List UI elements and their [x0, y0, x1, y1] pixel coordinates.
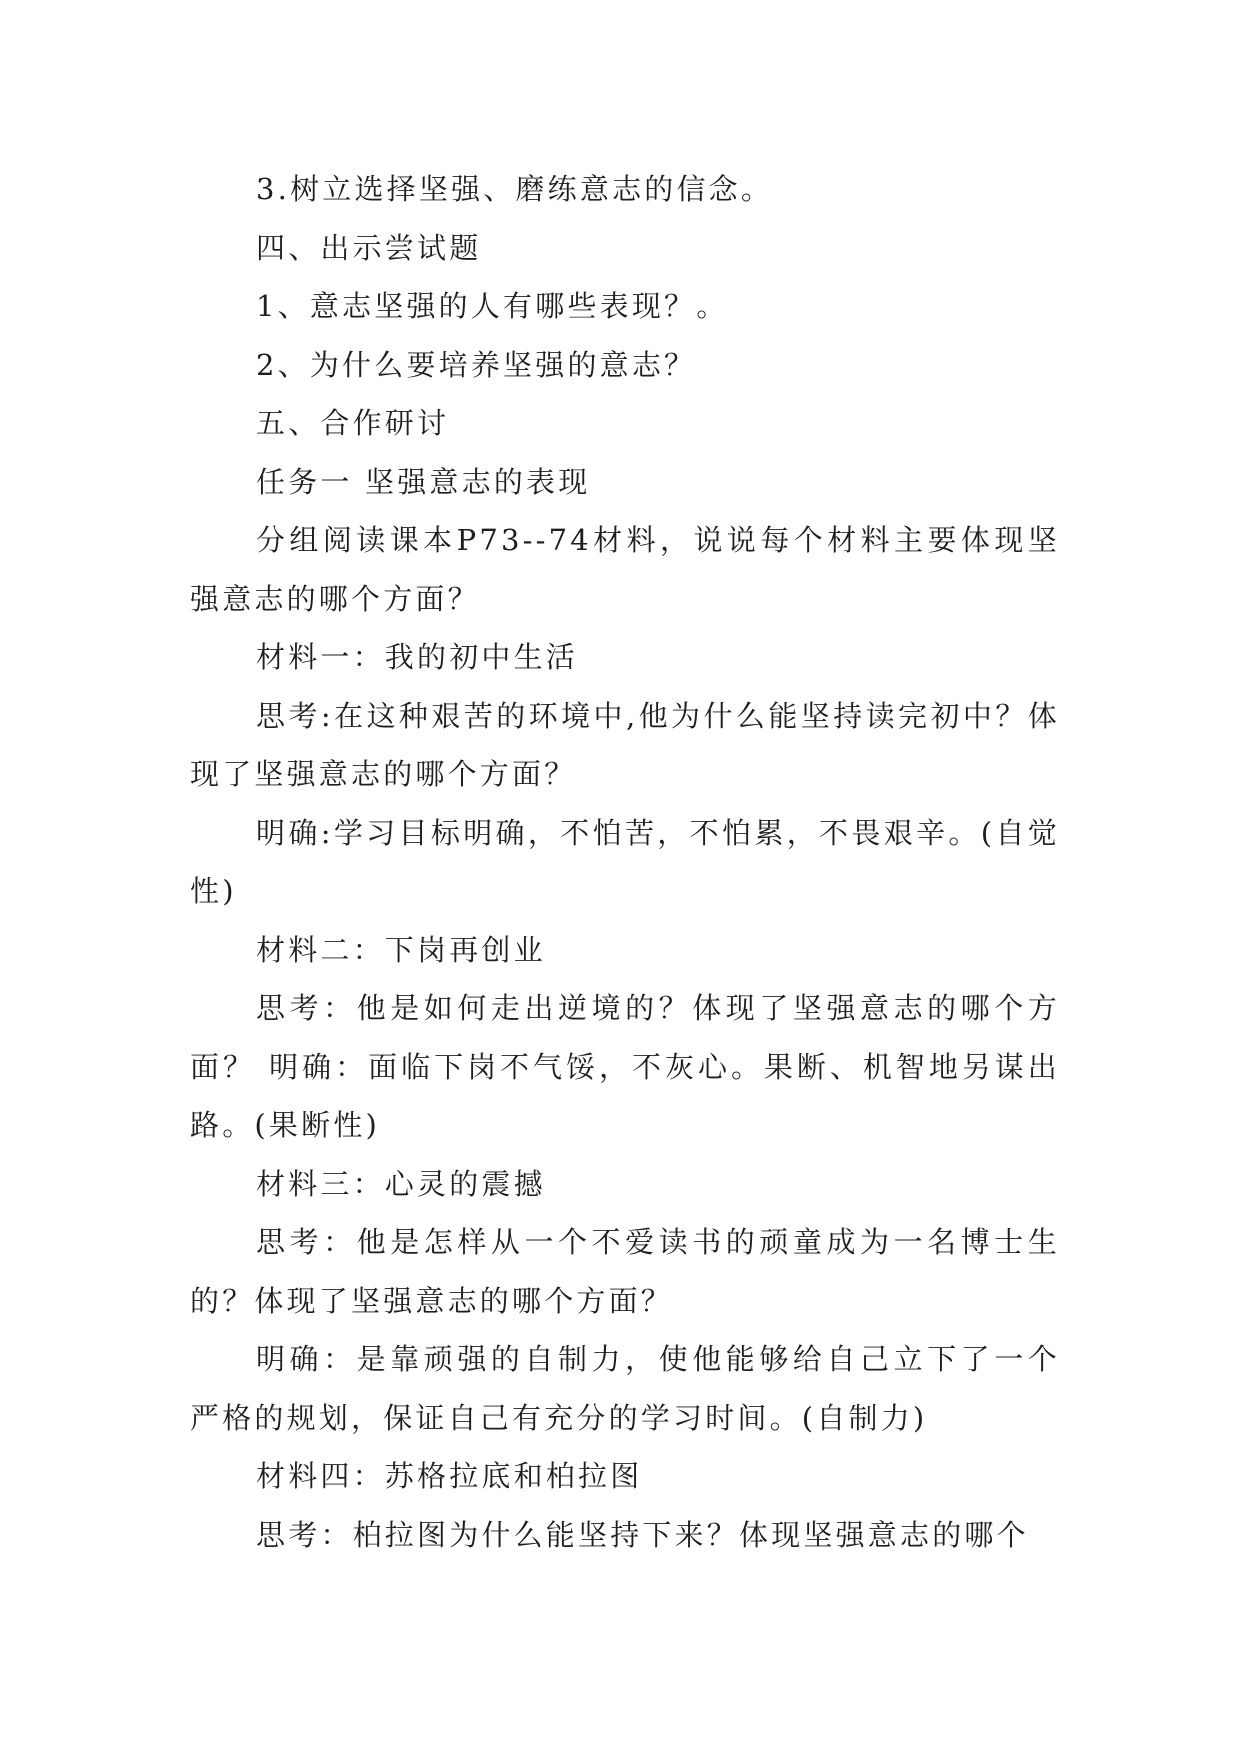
- material-3-think: 思考：他是怎样从一个不爱读书的顽童成为一名博士生的？体现了坚强意志的哪个方面？: [190, 1225, 1060, 1318]
- paragraph-belief-goal: 3.树立选择坚强、磨练意志的信念。: [256, 172, 774, 206]
- material-4-think: 思考：柏拉图为什么能坚持下来？体现坚强意志的哪个: [256, 1517, 1029, 1552]
- material-3-answer: 明确：是靠顽强的自制力，使他能够给自己立下了一个严格的规划，保证自己有充分的学习时间。(自制力): [190, 1342, 1060, 1435]
- heading-cooperative-discussion: 五、合作研讨: [256, 406, 450, 440]
- heading-trial-questions: 四、出示尝试题: [256, 230, 482, 265]
- question-2: 2、为什么要培养坚强的意志？: [256, 347, 697, 382]
- material-1-answer: 明确:学习目标明确，不怕苦，不怕累，不畏艰辛。(自觉性): [190, 815, 1060, 908]
- material-2-think-answer: 思考：他是如何走出逆境的？体现了坚强意志的哪个方面？ 明确：面临下岗不气馁，不灰心。果断、机智地另谋出路。(果断性): [190, 991, 1060, 1142]
- question-1: 1、意志坚强的人有哪些表现？。: [256, 289, 729, 323]
- task-1-instruction: 分组阅读课本P73--74材料，说说每个材料主要体现坚强意志的哪个方面？: [190, 523, 1060, 616]
- material-1-title: 材料一：我的初中生活: [256, 640, 579, 674]
- material-1-think: 思考:在这种艰苦的环境中,他为什么能坚持读完初中？体现了坚强意志的哪个方面？: [190, 698, 1060, 791]
- material-3-title: 材料三：心灵的震撼: [256, 1166, 546, 1201]
- material-2-title: 材料二：下岗再创业: [256, 932, 546, 967]
- material-4-title: 材料四：苏格拉底和柏拉图: [256, 1459, 643, 1493]
- task-1-title: 任务一 坚强意志的表现: [256, 464, 591, 499]
- document-body: [190, 160, 1060, 1564]
